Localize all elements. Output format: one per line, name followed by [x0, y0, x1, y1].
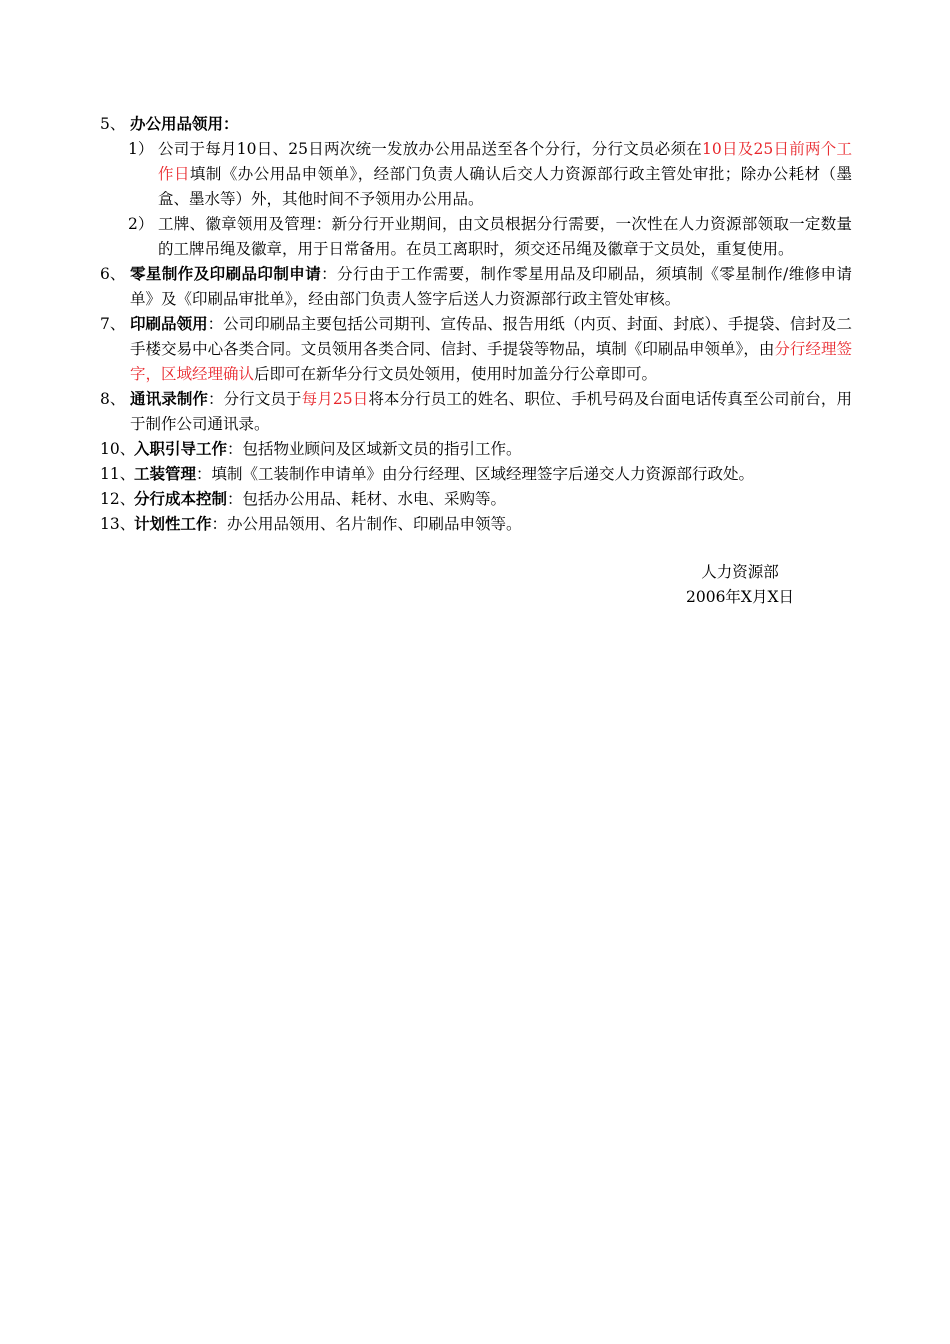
list-item-7	[100, 312, 852, 387]
list-item-8	[100, 387, 852, 437]
highlight-text: 分行经理签字，区域经理确认	[130, 340, 852, 383]
item-text: ：分行由于工作需要，制作零星用品及印刷品，须填制《零星制作/维修申请单》及《印刷品审批单》，经由部门负责人签字后送人力资源部行政主管处审核。	[130, 265, 852, 308]
item-number: 10、	[100, 440, 136, 458]
item-text: 将本分行员工的姓名、职位、手机号码及台面电话传真至公司前台，用于制作公司通讯录。	[130, 390, 852, 433]
item-number: 5、	[100, 115, 126, 133]
list-item-13	[100, 512, 852, 537]
item-text: ：公司印刷品主要包括公司期刊、宣传品、报告用纸（内页、封面、封底）、手提袋、信封及二手楼交易中心各类合同。文员领用各类合同、信封、手提袋等物品，填制《印刷品申领单》，由	[130, 315, 852, 358]
sub-item-number: 2）	[128, 215, 154, 233]
item-title: 印刷品领用	[130, 315, 208, 333]
list-item-10	[100, 437, 852, 462]
document-body	[100, 112, 852, 537]
list-item-11	[100, 462, 852, 487]
item-text: 后即可在新华分行文员处领用，使用时加盖分行公章即可。	[254, 365, 658, 383]
item-title: 工装管理	[134, 465, 197, 483]
item-text: ：包括办公用品、耗材、水电、采购等。	[227, 490, 507, 508]
highlight-text: 10日及25日前两个工作日	[158, 140, 852, 183]
signature-block	[650, 560, 830, 610]
item-number: 7、	[100, 315, 126, 333]
list-item-6	[100, 262, 852, 312]
item-number: 6、	[100, 265, 126, 283]
item-number: 12、	[100, 490, 136, 508]
list-item-5	[100, 112, 852, 137]
item-title: 分行成本控制	[134, 490, 228, 508]
item-title: 通讯录制作	[130, 390, 209, 408]
sub-item-text: 公司于每月10日、25日两次统一发放办公用品送至各个分行，分行文员必须在	[158, 140, 703, 158]
item-text: ：填制《工装制作申请单》由分行经理、区域经理签字后递交人力资源部行政处。	[196, 465, 755, 483]
highlight-text: 每月25日	[301, 390, 369, 408]
item-text: ：包括物业顾问及区域新文员的指引工作。	[227, 440, 522, 458]
item-number: 11、	[100, 465, 136, 483]
sub-item-text: 工牌、徽章领用及管理：新分行开业期间，由文员根据分行需要，一次性在人力资源部领取一定数量的工牌吊绳及徽章，用于日常备用。在员工离职时，须交还吊绳及徽章于文员处，重复使用。	[158, 215, 852, 258]
list-item-12	[100, 487, 852, 512]
item-number: 13、	[100, 515, 136, 533]
item-number: 8、	[100, 390, 126, 408]
sub-item-text: 填制《办公用品申领单》，经部门负责人确认后交人力资源部行政主管处审批；除办公耗材（墨盒、墨水等）外，其他时间不予领用办公用品。	[158, 165, 852, 208]
item-title: 入职引导工作	[134, 440, 228, 458]
sub-item-5-1	[100, 137, 852, 212]
signature-department: 人力资源部	[701, 563, 779, 581]
item-text: ：分行文员于	[208, 390, 302, 408]
item-title: 计划性工作	[134, 515, 212, 533]
signature-date: 2006年X月X日	[685, 588, 795, 606]
sub-item-number: 1）	[128, 140, 154, 158]
item-text: ：办公用品领用、名片制作、印刷品申领等。	[211, 515, 522, 533]
sub-item-5-2	[100, 212, 852, 262]
item-title: 办公用品领用：	[130, 115, 239, 133]
item-title: 零星制作及印刷品印制申请	[130, 265, 322, 283]
